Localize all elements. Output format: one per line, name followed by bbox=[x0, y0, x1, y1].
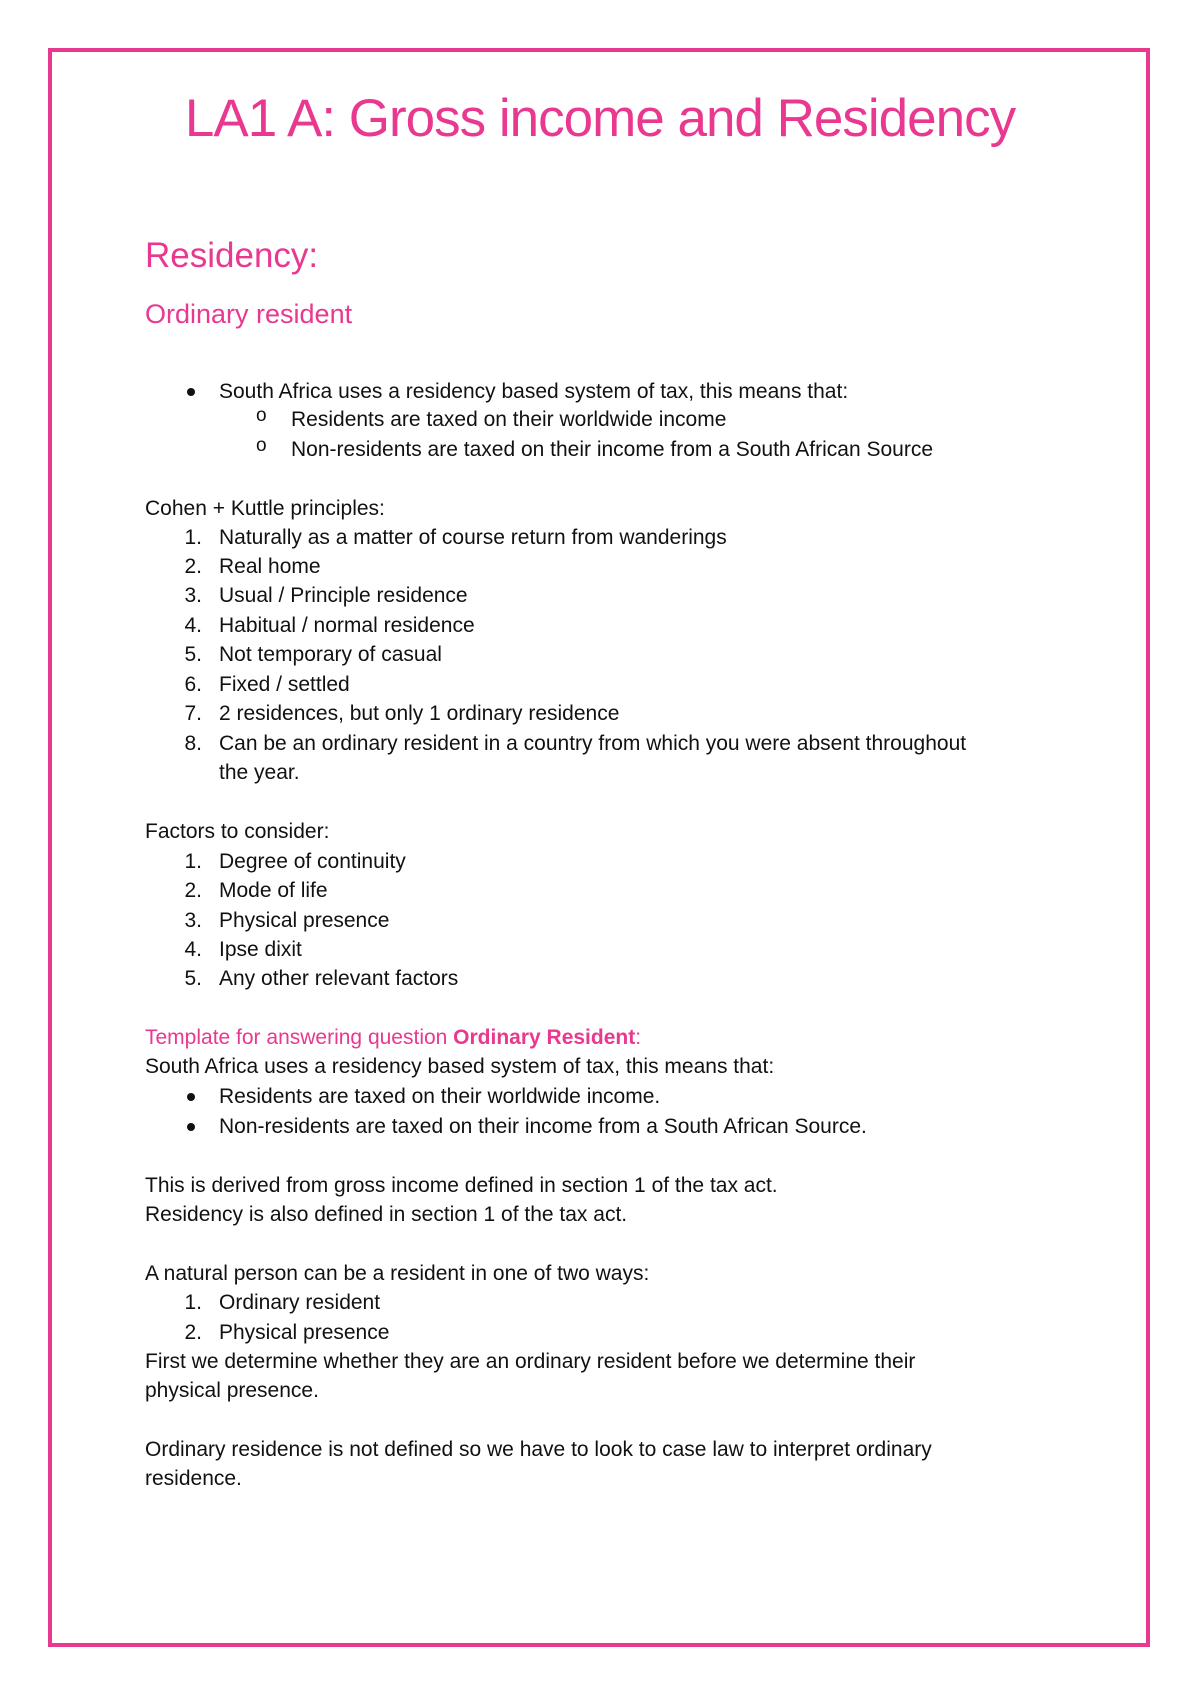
case-law-line-2: residence. bbox=[145, 1467, 242, 1490]
principle-item: Habitual / normal residence bbox=[219, 614, 475, 637]
bullet-icon bbox=[187, 388, 195, 396]
intro-sub-bullet: Residents are taxed on their worldwide income bbox=[291, 408, 727, 431]
way-item: Physical presence bbox=[219, 1321, 390, 1344]
factor-item: Ipse dixit bbox=[219, 938, 302, 961]
principle-item: 2 residences, but only 1 ordinary residence bbox=[219, 702, 620, 725]
list-number: 5. bbox=[184, 967, 202, 990]
template-intro: South Africa uses a residency based system of tax, this means that: bbox=[145, 1055, 775, 1078]
list-number: 6. bbox=[184, 673, 202, 696]
template-bullet: Non-residents are taxed on their income from a South African Source. bbox=[219, 1115, 867, 1138]
template-heading-suffix: : bbox=[635, 1026, 642, 1049]
list-number: 8. bbox=[184, 732, 202, 755]
intro-sub-bullet: Non-residents are taxed on their income from a South African Source bbox=[291, 438, 933, 461]
first-determine-line-1: First we determine whether they are an ordinary resident before we determine their bbox=[145, 1350, 916, 1373]
principles-heading: Cohen + Kuttle principles: bbox=[145, 497, 385, 520]
bullet-icon bbox=[187, 1123, 195, 1131]
list-number: 4. bbox=[184, 938, 202, 961]
factors-heading: Factors to consider: bbox=[145, 820, 330, 843]
template-heading-prefix: Template for answering question bbox=[145, 1026, 454, 1049]
list-number: 2. bbox=[184, 879, 202, 902]
list-number: 3. bbox=[184, 584, 202, 607]
section-heading-residency: Residency: bbox=[145, 236, 319, 275]
factor-item: Physical presence bbox=[219, 909, 390, 932]
factor-item: Any other relevant factors bbox=[219, 967, 459, 990]
list-number: 2. bbox=[184, 1321, 202, 1344]
principle-item: Usual / Principle residence bbox=[219, 584, 468, 607]
template-bullet: Residents are taxed on their worldwide income. bbox=[219, 1085, 661, 1108]
principle-item: Real home bbox=[219, 555, 321, 578]
way-item: Ordinary resident bbox=[219, 1291, 381, 1314]
principle-item: Fixed / settled bbox=[219, 673, 350, 696]
derived-line-1: This is derived from gross income defined in section 1 of the tax act. bbox=[145, 1174, 778, 1197]
list-number: 1. bbox=[184, 1291, 202, 1314]
first-determine-line-2: physical presence. bbox=[145, 1379, 319, 1402]
template-heading-bold: Ordinary Resident bbox=[453, 1026, 636, 1049]
principle-item: Naturally as a matter of course return from wanderings bbox=[219, 526, 727, 549]
bullet-icon bbox=[187, 1093, 195, 1101]
subheading-ordinary-resident: Ordinary resident bbox=[145, 299, 353, 329]
factor-item: Mode of life bbox=[219, 879, 328, 902]
circle-bullet-icon: o bbox=[256, 405, 267, 426]
list-number: 1. bbox=[184, 526, 202, 549]
template-heading bbox=[145, 1023, 641, 1052]
list-number: 2. bbox=[184, 555, 202, 578]
principle-item: Not temporary of casual bbox=[219, 643, 442, 666]
list-number: 7. bbox=[184, 702, 202, 725]
principle-item: Can be an ordinary resident in a country from which you were absent throughout bbox=[219, 732, 967, 755]
derived-line-2: Residency is also defined in section 1 of the tax act. bbox=[145, 1203, 628, 1226]
list-number: 1. bbox=[184, 850, 202, 873]
factor-item: Degree of continuity bbox=[219, 850, 406, 873]
list-number: 3. bbox=[184, 909, 202, 932]
case-law-line-1: Ordinary residence is not defined so we have to look to case law to interpret ordinary bbox=[145, 1438, 932, 1461]
ways-heading: A natural person can be a resident in one of two ways: bbox=[145, 1262, 650, 1285]
list-number: 5. bbox=[184, 643, 202, 666]
document-title: LA1 A: Gross income and Residency bbox=[184, 89, 1016, 148]
page-border bbox=[48, 48, 1150, 1647]
list-number: 4. bbox=[184, 614, 202, 637]
principle-item-continuation: the year. bbox=[219, 761, 300, 784]
circle-bullet-icon: o bbox=[256, 435, 267, 456]
intro-bullet: South Africa uses a residency based system of tax, this means that: bbox=[219, 380, 849, 403]
